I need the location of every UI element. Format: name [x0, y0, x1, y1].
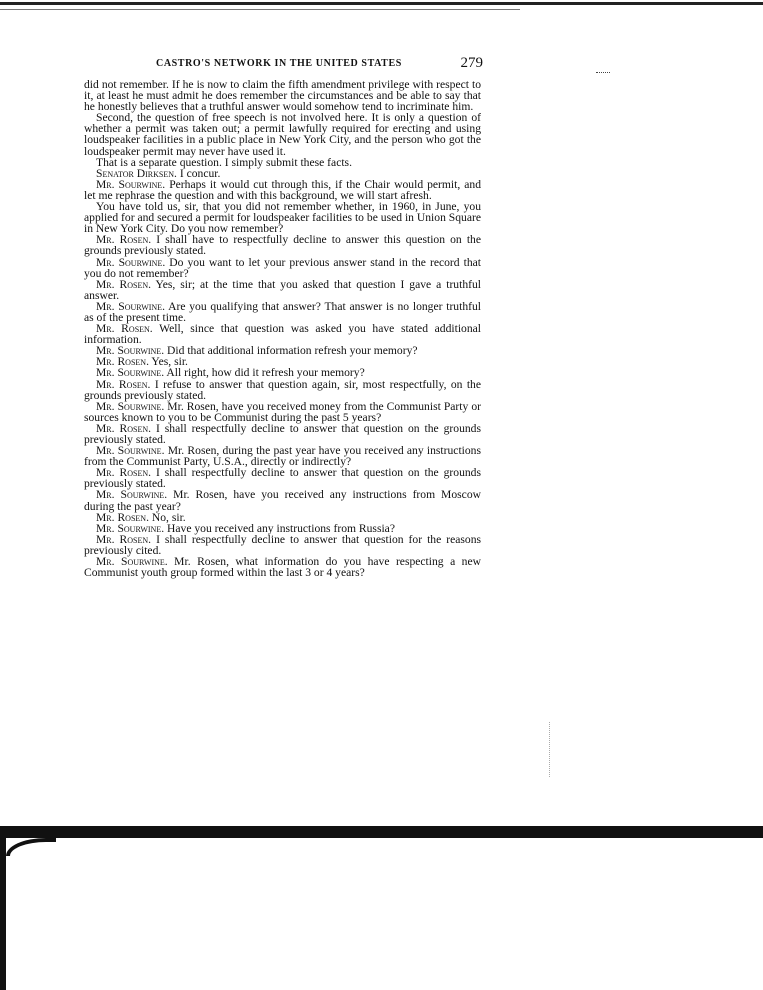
- paragraph-text: You have told us, sir, that you did not remember whether, in 1960, in June, you applied for and secured a permit for loudspeaker facilities to be used in Union Square in New York City. Do you now remember?: [84, 200, 481, 236]
- paragraph-text: I shall respectfully decline to answer that question on the grounds previously stated.: [84, 466, 481, 491]
- paragraph-text: I shall respectfully decline to answer that question on the grounds previously stated.: [84, 421, 481, 446]
- scan-bottom-edge: [0, 826, 763, 838]
- speaker-name: Mr. Sourwine.: [96, 488, 168, 502]
- page-header: [148, 56, 483, 74]
- paragraph-text: Did that additional information refresh your memory?: [164, 344, 418, 358]
- speaker-name: Mr. Sourwine.: [96, 255, 166, 269]
- transcript-paragraph: [84, 423, 481, 445]
- paragraph-text: Yes, sir.: [148, 355, 188, 369]
- scan-speck: [596, 72, 610, 77]
- speaker-name: Senator Dirksen.: [96, 166, 177, 180]
- transcript-paragraph: [84, 257, 481, 279]
- paragraph-text: Mr. Rosen, have you received any instructions from Moscow during the past year?: [84, 488, 481, 513]
- transcript-paragraph: [84, 445, 481, 467]
- running-head: CASTRO'S NETWORK IN THE UNITED STATES: [156, 58, 402, 69]
- paragraph-text: I shall have to respectfully decline to answer this question on the grounds previously stated.: [84, 233, 482, 258]
- transcript-paragraph: [84, 556, 481, 578]
- speaker-name: Mr. Rosen.: [96, 355, 149, 369]
- speaker-name: Mr. Sourwine.: [96, 177, 166, 191]
- speaker-name: Mr. Rosen.: [96, 510, 149, 524]
- speaker-name: Mr. Sourwine.: [96, 366, 165, 380]
- speaker-name: Mr. Sourwine.: [96, 344, 165, 358]
- paragraph-text: Second, the question of free speech is not involved here. It is only a question of whether a permit was taken out; a permit lawfully required for erecting and using loudspeaker facilities in a public place in New York City, and the person who got the loudspeaker permit may never have used it.: [84, 111, 481, 158]
- paragraph-text: Well, since that question was asked you have stated additional information.: [84, 322, 481, 347]
- paragraph-text: I concur.: [176, 166, 221, 180]
- transcript-paragraph: [84, 379, 481, 401]
- speaker-name: Mr. Rosen.: [96, 233, 152, 247]
- transcript-paragraph: [84, 112, 481, 156]
- speaker-name: Mr. Sourwine.: [96, 444, 165, 458]
- transcript-paragraph: [84, 301, 481, 323]
- scan-corner: [0, 838, 26, 990]
- paragraph-text: No, sir.: [148, 510, 186, 524]
- transcript-paragraph: [84, 279, 481, 301]
- speaker-name: Mr. Rosen.: [96, 466, 152, 480]
- paragraph-text: Are you qualifying that answer? That answer is no longer truthful as of the present time.: [84, 299, 482, 324]
- speaker-name: Mr. Sourwine.: [96, 299, 165, 313]
- speaker-name: Mr. Sourwine.: [96, 555, 168, 569]
- page-number: 279: [460, 55, 483, 71]
- scan-top-line: [0, 9, 520, 10]
- transcript-paragraph: [84, 467, 481, 489]
- paragraph-text: Mr. Rosen, during the past year have you received any instructions from the Communist Party, U.S.A., directly or indirectly?: [84, 444, 481, 469]
- paragraph-text: Have you received any instructions from Russia?: [164, 521, 395, 535]
- speaker-name: Mr. Rosen.: [96, 532, 152, 546]
- paragraph-text: Mr. Rosen, what information do you have respecting a new Communist youth group formed within the last 3 or 4 years?: [84, 555, 481, 580]
- paragraph-text: All right, how did it refresh your memory?: [164, 366, 365, 380]
- transcript-paragraph: [84, 489, 481, 511]
- transcript-paragraph: [84, 401, 481, 423]
- transcript-paragraph: [84, 179, 481, 201]
- transcript-body: [84, 79, 481, 578]
- paragraph-text: Yes, sir; at the time that you asked that question I gave a truthful answer.: [84, 277, 481, 302]
- paragraph-text: Mr. Rosen, have you received money from the Communist Party or sources known to you to be Communist during the past 5 years?: [84, 399, 481, 424]
- transcript-paragraph: [84, 234, 481, 256]
- speaker-name: Mr. Rosen.: [96, 377, 151, 391]
- transcript-paragraph: [84, 534, 481, 556]
- speaker-name: Mr. Sourwine.: [96, 399, 165, 413]
- paragraph-text: Do you want to let your previous answer stand in the record that you do not remember?: [84, 255, 481, 280]
- paragraph-text: did not remember. If he is now to claim the fifth amendment privilege with respect to it, at least he must admit he does remember the circumstances and be able to say that he honestly believes that a truthful answer would somehow tend to incriminate him.: [84, 78, 481, 114]
- paragraph-text: Perhaps it would cut through this, if the Chair would permit, and let me rephrase the question and with this background, we will start afresh.: [84, 177, 481, 202]
- paragraph-text: That is a separate question. I simply submit these facts.: [96, 155, 352, 169]
- speaker-name: Mr. Sourwine.: [96, 521, 165, 535]
- paragraph-text: I refuse to answer that question again, sir, most respectfully, on the grounds previously stated.: [84, 377, 481, 402]
- speaker-name: Mr. Rosen.: [96, 277, 152, 291]
- scan-dots: [549, 722, 552, 777]
- transcript-paragraph: [84, 79, 481, 112]
- speaker-name: Mr. Rosen.: [96, 421, 152, 435]
- paragraph-text: I shall respectfully decline to answer that question for the reasons previously cited.: [84, 532, 481, 557]
- speaker-name: Mr. Rosen.: [96, 322, 153, 336]
- scan-top-edge: [0, 2, 763, 5]
- transcript-paragraph: [84, 323, 481, 345]
- transcript-paragraph: [84, 201, 481, 234]
